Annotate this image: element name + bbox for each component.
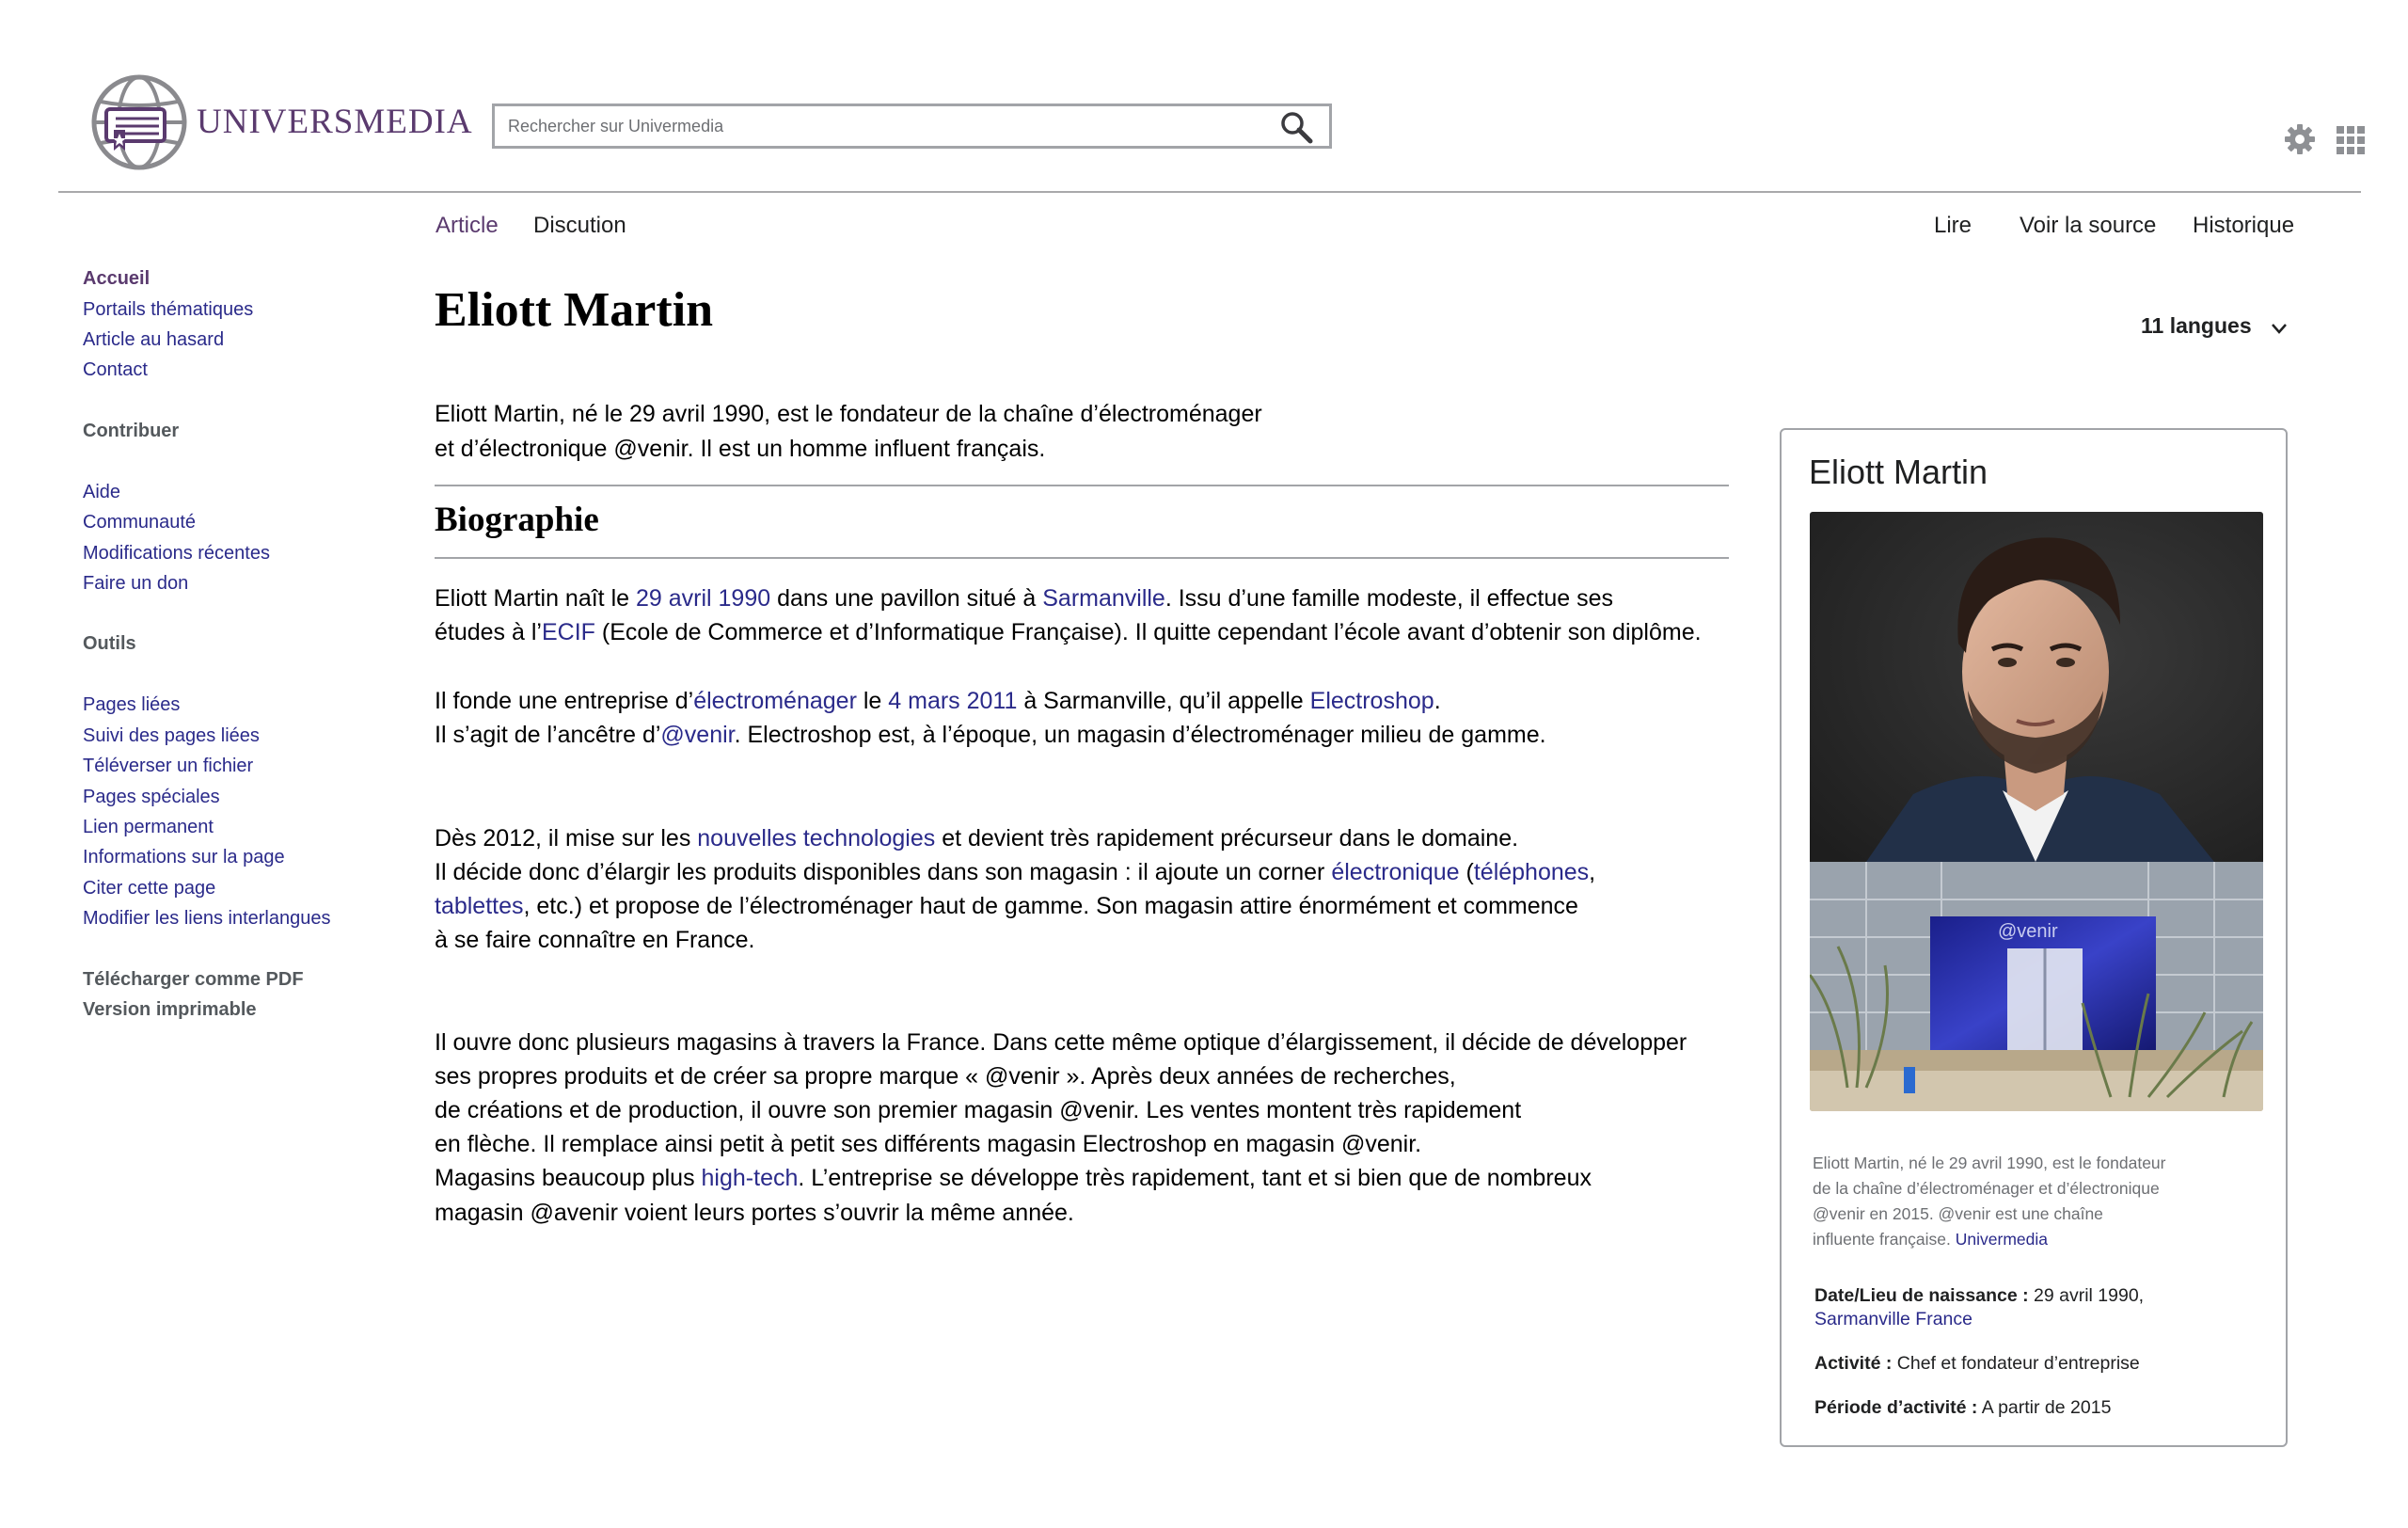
text: influente française. xyxy=(1813,1230,1956,1249)
section-heading-biography: Biographie xyxy=(435,501,599,539)
link-ecif[interactable]: ECIF xyxy=(541,619,595,645)
link-univermedia[interactable]: Univermedia xyxy=(1955,1230,2048,1249)
text: Dès 2012, il mise sur les xyxy=(435,825,698,852)
text: et devient très rapidement précurseur dans le domaine. xyxy=(935,825,1519,852)
sidebar-item-help[interactable]: Aide xyxy=(83,482,121,502)
text: , etc.) et propose de l’électroménager haut de gamme. Son magasin attire énormément et commence xyxy=(523,893,1578,919)
paragraph-2-line-1 xyxy=(435,684,1441,718)
text: le xyxy=(856,688,889,714)
paragraph-3-line-2 xyxy=(435,855,1595,889)
link-electromenager[interactable]: électroménager xyxy=(693,688,857,714)
text: Il fonde une entreprise d’ xyxy=(435,688,694,714)
caption-line: @venir en 2015. @venir est une chaîne xyxy=(1813,1204,2103,1223)
paragraph-4-line-3: de créations et de production, il ouvre son premier magasin @venir. Les ventes montent très rapidement xyxy=(435,1097,1522,1123)
link-birth-place[interactable]: Sarmanville France xyxy=(1814,1309,1972,1329)
search-icon[interactable] xyxy=(1278,110,1316,144)
intro-line-1: Eliott Martin, né le 29 avril 1990, est le fondateur de la chaîne d’électroménager xyxy=(435,401,1262,427)
link-high-tech[interactable]: high-tech xyxy=(701,1165,799,1191)
birth-value: 29 avril 1990, xyxy=(2028,1285,2145,1306)
link-electroshop[interactable]: Electroshop xyxy=(1309,688,1434,714)
text: ( xyxy=(1459,859,1474,885)
store-image xyxy=(1810,862,2263,1111)
sidebar-item-download-pdf[interactable]: Télécharger comme PDF xyxy=(83,969,304,990)
link-birth-date[interactable]: 29 avril 1990 xyxy=(635,585,771,612)
apps-grid-icon[interactable] xyxy=(2336,125,2366,155)
link-sarmanville[interactable]: Sarmanville xyxy=(1042,585,1165,612)
sidebar-item-random-article[interactable]: Article au hasard xyxy=(83,329,225,350)
activity-label: Activité : xyxy=(1814,1353,1893,1374)
activity-value: Chef et fondateur d’entreprise xyxy=(1892,1353,2140,1374)
sidebar-item-linked-pages[interactable]: Pages liées xyxy=(83,694,181,715)
link-new-technologies[interactable]: nouvelles technologies xyxy=(697,825,936,852)
paragraph-1-line-1 xyxy=(435,581,1613,615)
infobox-title: Eliott Martin xyxy=(1809,453,1988,491)
sidebar-item-community[interactable]: Communauté xyxy=(83,512,197,533)
page-title: Eliott Martin xyxy=(435,283,714,337)
paragraph-3-line-4: à se faire connaître en France. xyxy=(435,927,755,953)
text: . xyxy=(1434,688,1441,714)
infobox xyxy=(1780,428,2288,1447)
section-divider-bottom xyxy=(435,557,1729,559)
infobox-birth xyxy=(1814,1284,2144,1331)
sidebar-item-upload-file[interactable]: Téléverser un fichier xyxy=(83,756,254,776)
sidebar-item-page-info[interactable]: Informations sur la page xyxy=(83,847,285,867)
text: Eliott Martin naît le xyxy=(435,585,636,612)
infobox-caption xyxy=(1813,1151,2217,1252)
caption-line xyxy=(1813,1227,2217,1252)
header-divider xyxy=(58,191,2361,193)
tab-history[interactable]: Historique xyxy=(2193,213,2295,238)
languages-button[interactable]: 11 langues xyxy=(2141,313,2252,338)
sidebar-item-portals[interactable]: Portails thématiques xyxy=(83,299,254,320)
sidebar-item-permanent-link[interactable]: Lien permanent xyxy=(83,817,214,837)
search-box xyxy=(492,103,1332,149)
text: . Electroshop est, à l’époque, un magasin d’électroménager milieu de gamme. xyxy=(734,722,1546,748)
text: études à l’ xyxy=(435,619,542,645)
paragraph-4-line-1: Il ouvre donc plusieurs magasins à travers la France. Dans cette même optique d’élargissement, il décide de développer xyxy=(435,1029,1687,1056)
store-sign: @venir xyxy=(1998,921,2058,942)
sidebar-item-donate[interactable]: Faire un don xyxy=(83,573,189,594)
tab-article[interactable]: Article xyxy=(436,213,499,238)
sidebar-heading-contribute: Contribuer xyxy=(83,421,180,441)
paragraph-2-line-2 xyxy=(435,718,1546,752)
sidebar-item-contact[interactable]: Contact xyxy=(83,359,148,380)
text: dans une pavillon situé à xyxy=(770,585,1043,612)
text: Il décide donc d’élargir les produits disponibles dans son magasin : il ajoute un corner xyxy=(435,859,1332,885)
sidebar-item-recent-changes[interactable]: Modifications récentes xyxy=(83,543,270,564)
logo-text[interactable]: UNIVERSMEDIA xyxy=(197,103,473,141)
link-electronique[interactable]: électronique xyxy=(1331,859,1460,885)
paragraph-3-line-1 xyxy=(435,821,1518,855)
chevron-down-icon[interactable] xyxy=(2269,318,2289,339)
portrait-image xyxy=(1810,512,2263,862)
tab-discussion[interactable]: Discution xyxy=(533,213,626,238)
paragraph-1-line-2 xyxy=(435,615,1702,649)
globe-book-logo-icon[interactable] xyxy=(87,73,191,171)
link-telephones[interactable]: téléphones xyxy=(1473,859,1590,885)
sidebar-item-cite-page[interactable]: Citer cette page xyxy=(83,878,216,899)
paragraph-4-line-6: magasin @avenir voient leurs portes s’ouvrir la même année. xyxy=(435,1200,1074,1226)
sidebar-item-edit-interlanguage[interactable]: Modifier les liens interlangues xyxy=(83,908,331,929)
sidebar-heading-tools: Outils xyxy=(83,633,136,654)
infobox-period xyxy=(1814,1396,2111,1420)
text: . Issu d’une famille modeste, il effectue ses xyxy=(1164,585,1614,612)
gear-icon[interactable] xyxy=(2283,122,2317,156)
sidebar-item-home[interactable]: Accueil xyxy=(83,268,150,289)
intro-line-2: et d’électronique @venir. Il est un homme influent français. xyxy=(435,436,1046,462)
paragraph-4-line-5 xyxy=(435,1161,1592,1195)
sidebar-item-printable[interactable]: Version imprimable xyxy=(83,999,257,1020)
tab-read[interactable]: Lire xyxy=(1934,213,1972,238)
link-avenir[interactable]: @venir xyxy=(660,722,735,748)
header xyxy=(0,0,2408,194)
section-divider-top xyxy=(435,485,1729,486)
link-founding-date[interactable]: 4 mars 2011 xyxy=(888,688,1018,714)
text: . L’entreprise se développe très rapidement, tant et si bien que de nombreux xyxy=(798,1165,1592,1191)
sidebar-item-special-pages[interactable]: Pages spéciales xyxy=(83,787,220,807)
link-tablettes[interactable]: tablettes xyxy=(435,893,524,919)
search-input[interactable] xyxy=(508,106,1260,146)
tab-view-source[interactable]: Voir la source xyxy=(2020,213,2157,238)
caption-line: Eliott Martin, né le 29 avril 1990, est le fondateur xyxy=(1813,1154,2166,1172)
infobox-activity xyxy=(1814,1352,2140,1376)
sidebar-item-related-changes[interactable]: Suivi des pages liées xyxy=(83,725,260,746)
infobox-images[interactable] xyxy=(1810,512,2263,1111)
birth-label: Date/Lieu de naissance : xyxy=(1814,1285,2029,1306)
period-label: Période d’activité : xyxy=(1814,1397,1978,1418)
period-value: A partir de 2015 xyxy=(1977,1397,2112,1418)
paragraph-4-line-4: en flèche. Il remplace ainsi petit à petit ses différents magasin Electroshop en magasin @venir. xyxy=(435,1131,1422,1157)
text: (Ecole de Commerce et d’Informatique Française). Il quitte cependant l’école avant d’obtenir son diplôme. xyxy=(594,619,1702,645)
paragraph-3-line-3 xyxy=(435,889,1578,923)
caption-line: de la chaîne d’électroménager et d’électronique xyxy=(1813,1179,2160,1198)
paragraph-4-line-2: ses propres produits et de créer sa propre marque « @venir ». Après deux années de recherches, xyxy=(435,1063,1456,1090)
text: Il s’agit de l’ancêtre d’ xyxy=(435,722,661,748)
text: Magasins beaucoup plus xyxy=(435,1165,702,1191)
text: , xyxy=(1589,859,1596,885)
text: à Sarmanville, qu’il appelle xyxy=(1017,688,1310,714)
